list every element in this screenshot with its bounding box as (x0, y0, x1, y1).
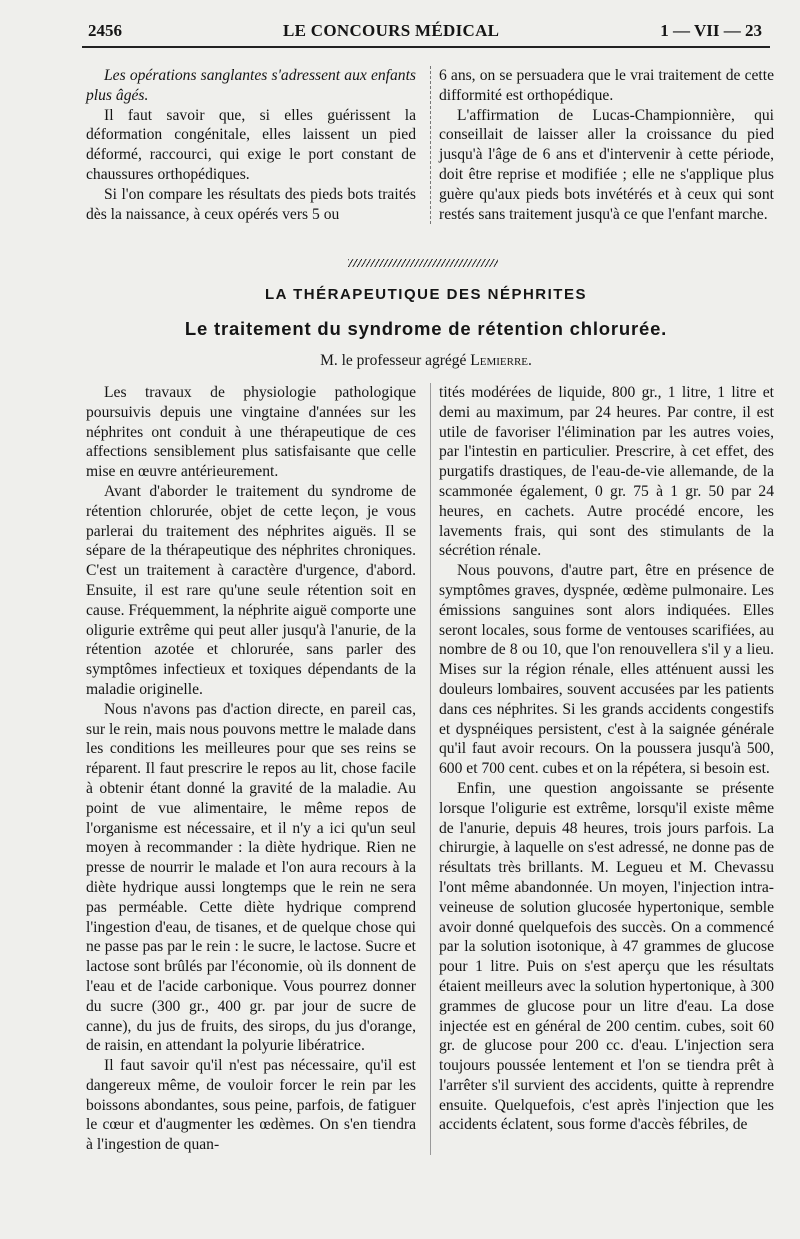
author-line (86, 352, 766, 370)
header-rule (82, 46, 770, 48)
paragraph: tités modérées de liquide, 800 gr., 1 litre, 1 litre et demi au maximum, par 24 heures. Par contre, il est utile de favoriser l'élimination par les autres voies, par l'intestin en particulier. Prescrire, à cet effet, des purgatifs drastiques, de l'eau-de-vie allemande, de la scammonée également, 0 gr. 75 à 1 gr. 50 par 24 heures, en cachets. Autre procédé encore, les lavements frais, qui sont des stimulants de la sécrétion rénale. (439, 384, 774, 560)
paragraph: Si l'on compare les résultats des pieds bots traités dès la naissance, à ceux opérés vers 5 ou (86, 185, 416, 223)
body-left-column (86, 383, 416, 1155)
paragraph: Il faut savoir qu'il n'est pas nécessaire, qu'il est dangereux même, de vouloir forcer le rein par les boissons abondantes, sous peine, parfois, de fatiguer le cœur et d'augmenter les œdèmes. On s'en tiendra à l'ingestion de quan- (86, 1057, 416, 1154)
paragraph: Nous pouvons, d'autre part, être en présence de symptômes graves, dyspnée, œdème pulmonaire. Les émissions sanguines sont alors indiquées. Elles seront locales, sous forme de ventouses scarifiées, au nombre de 8 ou 10, que l'on renouvellera s'il y a lieu. Mises sur la région rénale, elles atténuent aussi les douleurs lombaires, souvent accusées par les patients dans ces néphrites. Si les grands accidents congestifs et dyspnéiques persistent, c'est à la saignée générale qu'il faut avoir recours. On la poussera jusqu'à 500, 600 et 700 cent. cubes et on la répétera, si besoin est. (439, 562, 774, 778)
paragraph: Nous n'avons pas d'action directe, en pareil cas, sur le rein, mais nous pouvons mettre le malade dans les conditions les meilleures pour que ses reins se réparent. Il faut prescrire le repos au lit, chose facile à obtenir étant donné la gravité de la maladie. Au point de vue alimentaire, le même repos de l'organisme est nécessaire, et il n'y a ici qu'un seul moyen à recommander : la diète hydrique. Rien ne presse de nourrir le malade et l'on aura recours à la diète hydrique aussi longtemps que le rein ne sera pas perméable. Cette diète hydrique comprend l'ingestion d'eau, de tisanes, et de quelque chose qui ne passe pas par le rein : le sucre, le lactose. Sucre et lactose sont brûlés par l'économie, où ils donnent de l'eau et de l'acide carbonique. Vous pourrez donner du sucre (300 gr., 400 gr. par jour de sucre de canne), du jus de fruits, des sirops, du jus d'orange, de raisin, en attendant la polyurie libératrice. (86, 700, 416, 1055)
paragraph: Enfin, une question angoissante se présente lorsque l'oligurie est extrême, lorsqu'il existe même de l'anurie, depuis 48 heures, trois jours parfois. La chirurgie, à laquelle on s'est adressé, ne donne pas de résultats très brillants. M. Legueu et M. Chevassu l'ont même abandonnée. Un moyen, l'injection intra-veineuse de solution glucosée hypertonique, semble avoir donné quelquefois des succès. On a commencé par la solution isotonique, à 47 grammes de glucose pour 1 litre. Puis on s'est aperçu que les résultats étaient meilleurs avec la solution hypertonique, à 300 grammes de glucose pour un litre d'eau. La dose injectée est en général de 200 centim. cubes, soit 60 gr. de glucose pour 200 cc. d'eau. L'injection sera toujours poussée lentement et l'on se tiendra prêt à l'arrêter s'il survient des accidents, quitte à reprendre ensuite. Quelquefois, c'est après l'injection que les accidents éclatent, sous forme d'accès fébriles, de (439, 779, 774, 1134)
paragraph: Avant d'aborder le traitement du syndrome de rétention chlorurée, objet de cette leçon, je vous parlerai du traitement des néphrites aiguës. Il se sépare de la thérapeutique des néphrites chroniques. C'est un traitement à caractère d'urgence, d'abord. Ensuite, il est rare qu'une seule rétention soit en cause. Fréquemment, la néphrite aiguë comporte une oligurie extrême qui peut aller jusqu'à l'anurie, de la rétention azotée et chlorurée, sans parler des symptômes infectieux et toxiques dépendants de la maladie originelle. (86, 482, 416, 698)
running-head (88, 18, 762, 44)
top-left-column (86, 66, 416, 224)
paragraph: L'affirmation de Lucas-Championnière, qui conseillait de laisser aller la croissance du pied jusqu'à l'âge de 6 ans et d'intervenir à cette période, doit être reprise et modifiée ; elle ne s'applique plus guère qu'aux pieds bots invétérés et à ceux qui sont restés sans traitement jusqu'à ce que l'enfant marche. (439, 106, 774, 223)
issue-date: 1 — VII — 23 (660, 21, 762, 40)
body-right-column (430, 383, 774, 1155)
continued-article (86, 66, 780, 224)
paragraph: Les opérations sanglantes s'adressent aux enfants plus âgés. (86, 67, 416, 104)
author-prefix: M. le professeur agrégé (320, 352, 467, 369)
page-number: 2456 (88, 21, 122, 40)
article-title: Le traitement du syndrome de rétention chlorurée. (184, 318, 668, 339)
paragraph: Il faut savoir que, si elles guérissent la déformation congénitale, elles laissent un pied déformé, raccourci, qui exige le port constant de chaussures orthopédiques. (86, 106, 416, 183)
author-name: Lemierre. (470, 352, 532, 369)
section-ornament (348, 259, 498, 267)
paragraph: Les travaux de physiologie pathologique poursuivis depuis une vingtaine d'années sur les néphrites ont conduit à une thérapeutique de ces affections sensiblement plus satisfaisante que celle mise en œuvre antérieurement. (86, 384, 416, 481)
article-body (86, 383, 780, 1155)
journal-title: LE CONCOURS MÉDICAL (282, 21, 500, 40)
paragraph: 6 ans, on se persuadera que le vrai traitement de cette difformité est orthopédique. (439, 67, 774, 104)
section-title: LA THÉRAPEUTIQUE DES NÉPHRITES (265, 286, 587, 303)
top-right-column (430, 66, 774, 224)
